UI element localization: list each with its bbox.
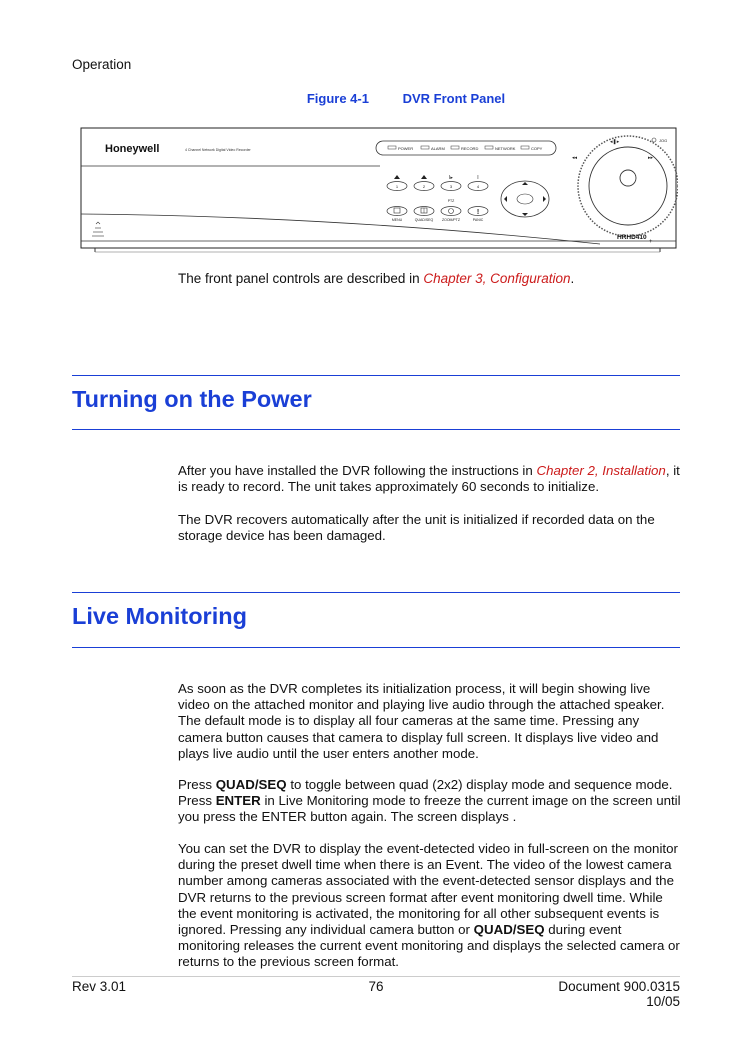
heading-live-monitoring: Live Monitoring (72, 603, 247, 629)
dvr-front-panel-figure (80, 126, 678, 256)
panic-label: PANIC (472, 218, 484, 222)
camera-button-3: 3 (449, 184, 453, 189)
indicator-power: POWER (398, 146, 414, 151)
running-header: Operation (72, 57, 132, 72)
section-rule-bottom (72, 647, 680, 648)
footer-document (558, 979, 680, 1009)
indicator-record: RECORD (461, 146, 479, 151)
svg-text:I: I (477, 175, 479, 181)
section-rule-bottom (72, 429, 680, 430)
live-paragraph-2 (178, 777, 683, 826)
menu-label: MENU (391, 218, 403, 222)
chapter-3-link[interactable]: Chapter 3, Configuration (423, 271, 571, 286)
jog-label: JOG (659, 138, 668, 143)
footer-revision: Rev 3.01 (72, 979, 127, 994)
power-p1-text: After you have installed the DVR following the instructions in (178, 463, 537, 478)
quad-seq-key: QUAD/SEQ (473, 922, 545, 938)
figure-number: Figure 4-1 (306, 91, 369, 106)
caption-text: The front panel controls are described in (178, 271, 424, 286)
indicator-copy: COPY (531, 146, 543, 151)
figure-caption (0, 91, 752, 106)
indicator-alarm: ALARM (431, 146, 445, 151)
footer-date: 10/05 (646, 994, 680, 1009)
figure-description (178, 271, 574, 286)
svg-text:!: ! (476, 209, 480, 216)
svg-text:+: + (649, 239, 653, 245)
panel-model: HRHD410 (617, 234, 647, 241)
live-p2-text: Press (178, 777, 216, 792)
enter-key: ENTER (215, 793, 261, 809)
quad-seq-key: QUAD/SEQ (215, 777, 287, 792)
footer-document-number: Document 900.0315 (558, 979, 680, 994)
camera-button-1: 1 (395, 184, 399, 189)
ptz-label: PTZ (447, 199, 455, 203)
section-rule-top (72, 592, 680, 593)
panel-brand: Honeywell (105, 143, 160, 155)
footer-rule (72, 976, 680, 977)
live-p3-text: You can set the DVR to display the event-detected video in full-screen on the monitor during the preset dwell time when there is an Event. The video of the lowest camera number among cameras associated with the event-detected sensor displays and the DVR returns to the previous screen format after event monitoring dwell time. While the event monitoring is activated, the monitoring for all other subsequent events is ignored. Pressing any individual camera button or (178, 841, 678, 938)
camera-button-4: 4 (476, 184, 480, 189)
camera-button-2: 2 (422, 184, 426, 189)
power-paragraph-1 (178, 463, 683, 495)
svg-text:I▸: I▸ (449, 175, 453, 181)
power-p1-text-end: , it is ready to record. The unit takes approximately 60 seconds to initialize. (178, 463, 680, 495)
svg-text:▸▸: ▸▸ (648, 155, 654, 161)
figure-title: DVR Front Panel (402, 91, 506, 106)
heading-turning-on-power: Turning on the Power (72, 386, 312, 412)
zoom-ptz-label: ZOOM/PTZ (441, 218, 461, 222)
live-p2-text-end: in Live Monitoring mode to freeze the current image on the screen until you press the ENTER button again. The screen displays . (178, 793, 681, 825)
panel-subtitle: 4 Channel Network Digital Video Recorder (185, 148, 251, 152)
chapter-2-link[interactable]: Chapter 2, Installation (536, 463, 666, 478)
power-paragraph-2: The DVR recovers automatically after the unit is initialized if recorded data on the storage device has been damaged. (178, 512, 655, 544)
live-paragraph-3 (178, 841, 683, 971)
quad-seq-label: QUAD/SEQ (414, 218, 434, 222)
live-p3-text-end: during event monitoring releases the current event monitoring and displays the selected camera or returns to the previous screen format. (178, 922, 680, 970)
live-paragraph-1: As soon as the DVR completes its initialization process, it will begin showing live video on the attached monitor and playing live audio through the attached speaker. The default mode is to display all four cameras at the same time. Pressing any camera button causes that camera to display full screen. It displays live video and plays live audio until the user enters another mode. (178, 681, 665, 761)
live-p2-text-mid: to toggle between quad (2x2) display mode and sequence mode. Press (178, 777, 673, 809)
dvr-front-panel-drawing (80, 126, 678, 256)
svg-text:◂❚▸: ◂❚▸ (610, 139, 620, 145)
section-rule-top (72, 375, 680, 376)
footer-page-number: 76 (368, 979, 384, 994)
caption-period: . (570, 271, 575, 286)
indicator-network: NETWORK (495, 146, 516, 151)
svg-text:◂◂: ◂◂ (572, 155, 578, 161)
